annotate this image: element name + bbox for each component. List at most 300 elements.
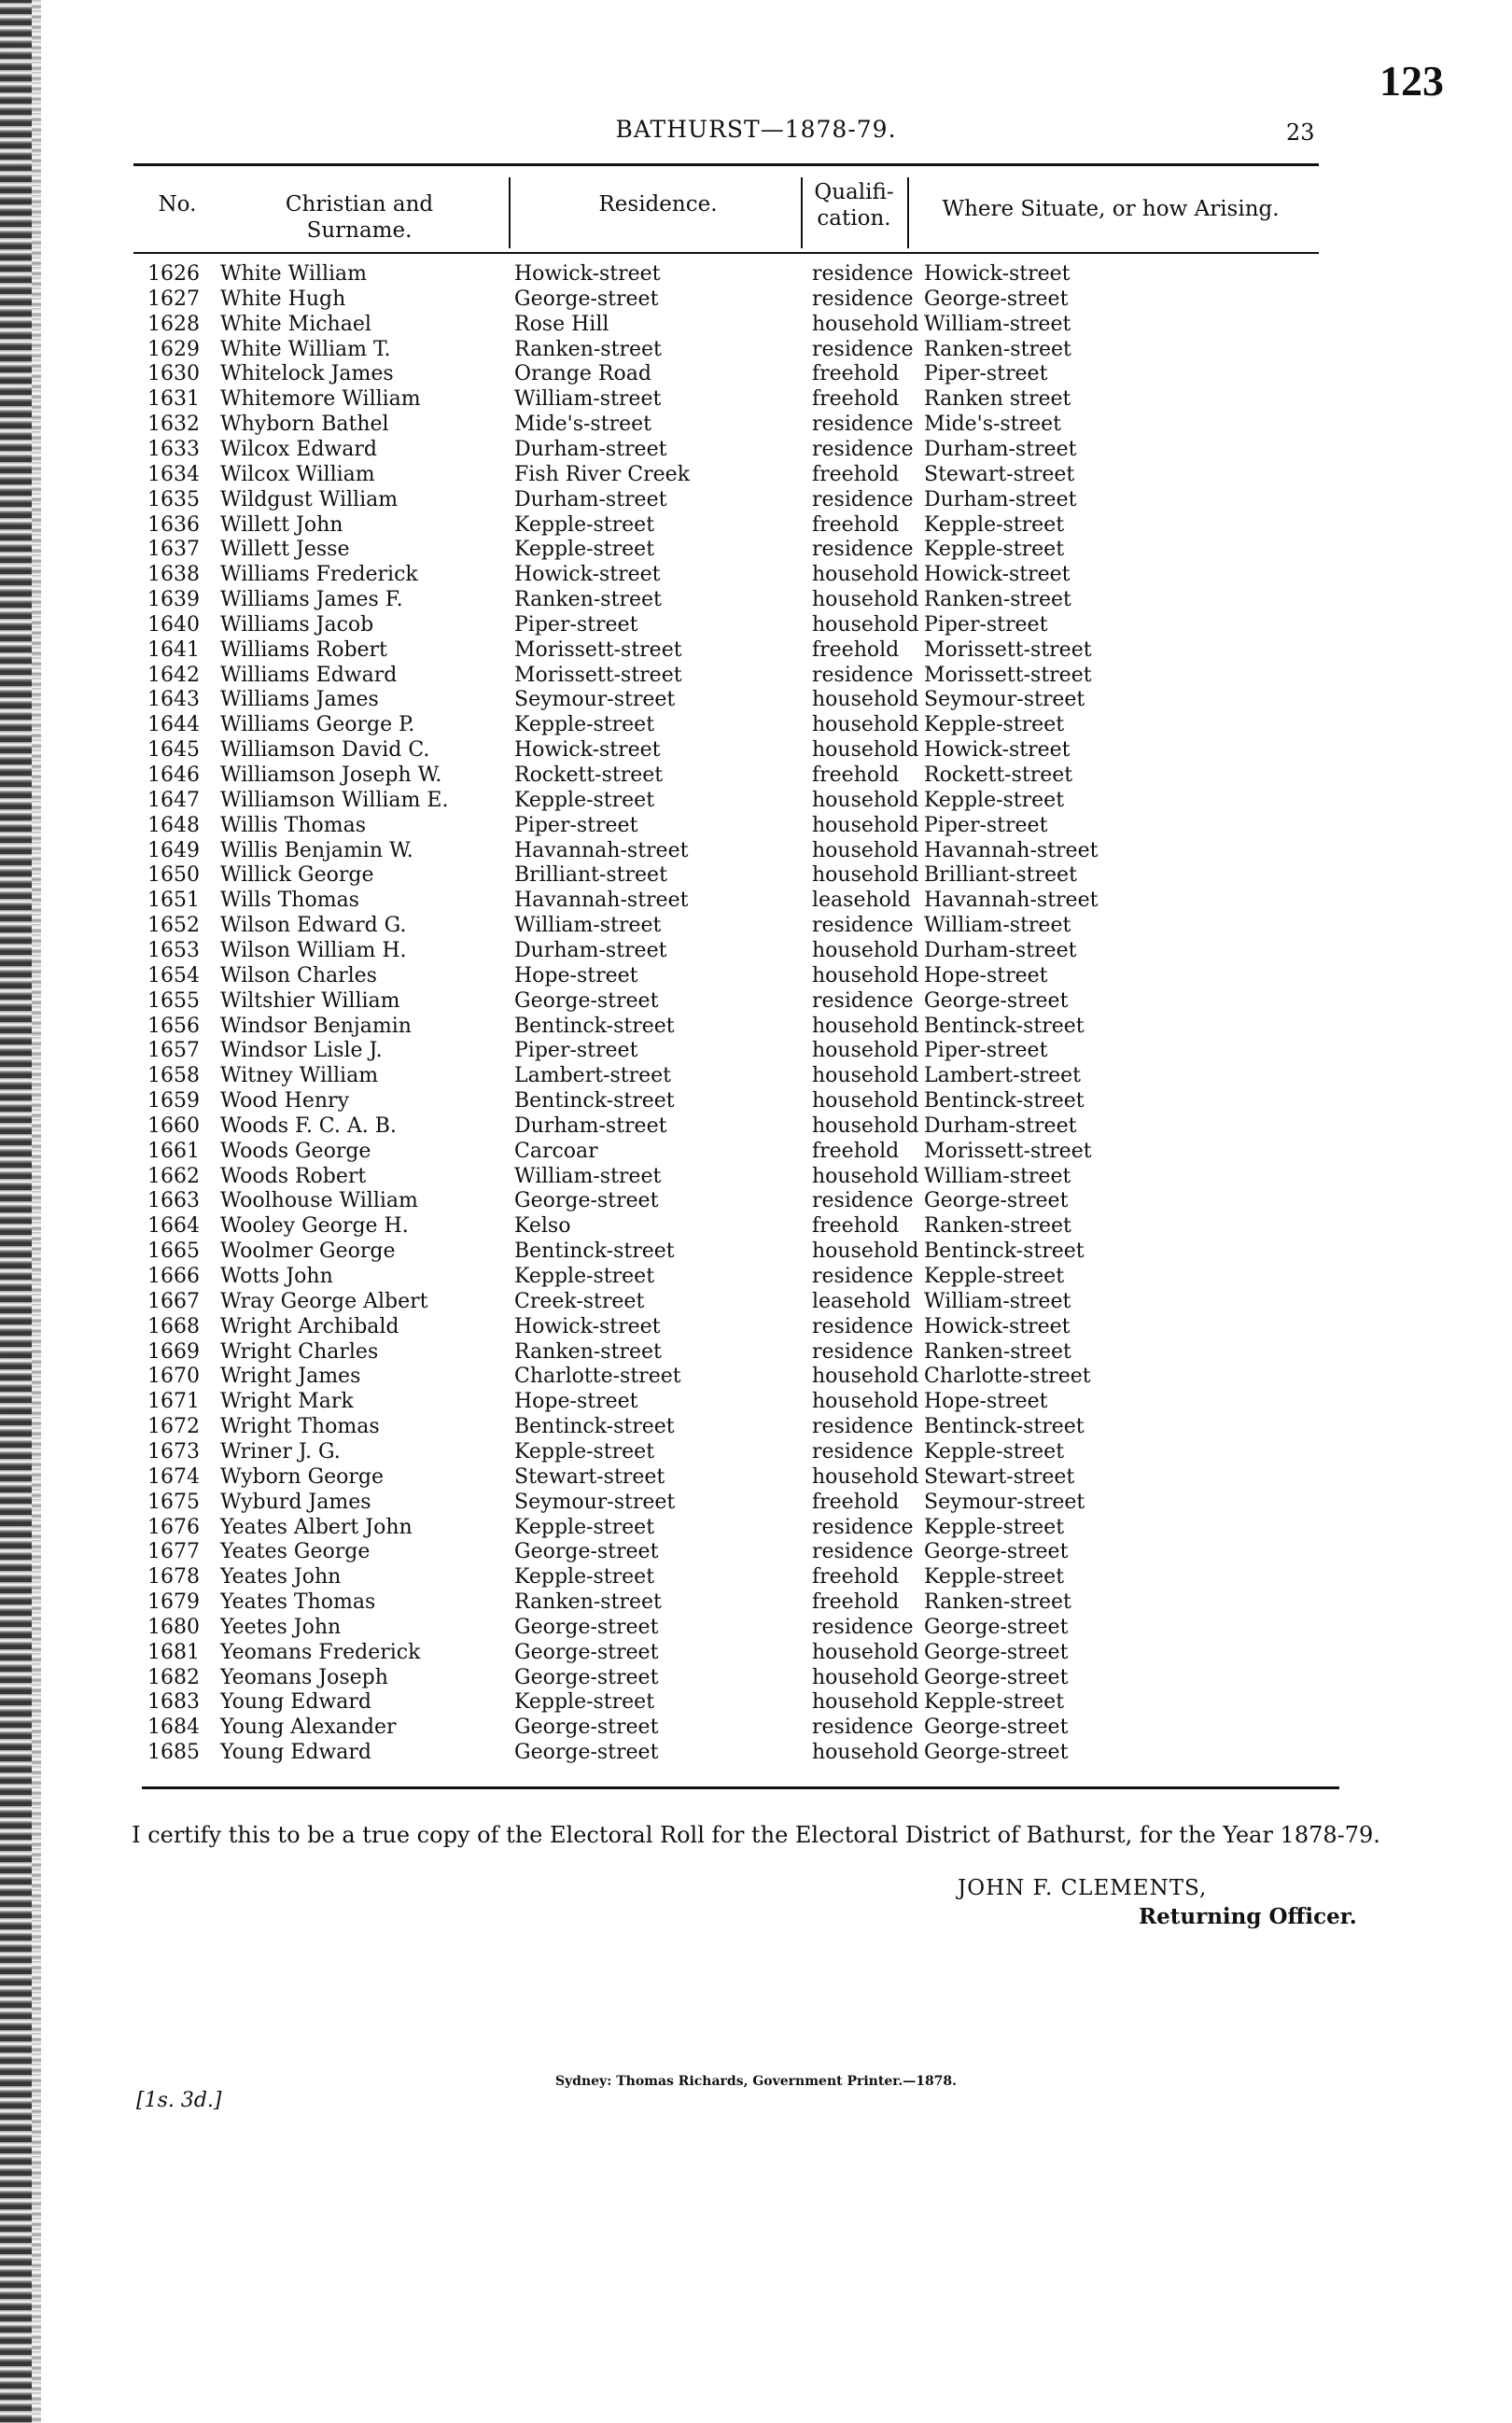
qualification-location: Mide's-street <box>924 413 1061 437</box>
table-row <box>0 1139 1512 1164</box>
elector-name: White William T. <box>220 337 391 361</box>
elector-residence: George-street <box>514 1189 659 1213</box>
elector-name: Yeetes John <box>220 1615 342 1639</box>
row-number: 1658 <box>147 1064 200 1088</box>
table-row <box>0 788 1512 813</box>
row-number: 1682 <box>147 1665 200 1689</box>
row-number: 1654 <box>147 963 200 987</box>
elector-residence: Kepple-street <box>514 1690 655 1715</box>
qualification-location: George-street <box>924 1540 1069 1564</box>
table-row <box>0 712 1512 737</box>
elector-name: Williams George P. <box>220 713 415 737</box>
row-number: 1633 <box>147 437 200 461</box>
elector-residence: Carcoar <box>514 1139 598 1163</box>
elector-name: Wood Henry <box>220 1089 350 1113</box>
qualification-location: George-street <box>924 1741 1069 1765</box>
elector-name: Windsor Lisle J. <box>220 1039 383 1063</box>
row-number: 1655 <box>147 988 200 1013</box>
row-number: 1629 <box>147 337 200 361</box>
qualification-location: Durham-street <box>924 437 1077 461</box>
qualification-location: Piper-street <box>924 612 1048 637</box>
table-row <box>0 1590 1512 1615</box>
elector-residence: Havannah-street <box>514 889 689 913</box>
table-row <box>0 1689 1512 1715</box>
elector-name: Yeates John <box>220 1565 342 1590</box>
elector-name: Woolhouse William <box>220 1189 418 1213</box>
elector-residence: Kepple-street <box>514 788 655 812</box>
row-number: 1651 <box>147 889 200 913</box>
row-number: 1642 <box>147 663 200 687</box>
row-number: 1639 <box>147 588 200 612</box>
elector-qualification: household <box>812 1113 919 1138</box>
qualification-location: Ranken street <box>924 387 1071 412</box>
row-number: 1636 <box>147 512 200 537</box>
qualification-line-2: cation. <box>817 206 891 231</box>
qualification-location: Kepple-street <box>924 1265 1065 1288</box>
elector-name: Woolmer George <box>220 1240 396 1264</box>
elector-qualification: household <box>812 563 919 587</box>
table-row <box>0 813 1512 838</box>
table-row <box>0 687 1512 712</box>
table-row <box>0 412 1512 437</box>
row-number: 1679 <box>147 1590 200 1615</box>
elector-residence: Piper-street <box>514 1039 638 1063</box>
table-row <box>0 487 1512 512</box>
elector-qualification: freehold <box>812 1214 900 1239</box>
qualification-location: Howick-street <box>924 563 1071 587</box>
elector-qualification: residence <box>812 663 914 687</box>
elector-residence: Havannah-street <box>514 838 689 862</box>
table-row <box>0 1414 1512 1439</box>
qualification-location: George-street <box>924 1716 1069 1740</box>
elector-qualification: residence <box>812 1540 914 1564</box>
elector-qualification: residence <box>812 487 914 511</box>
elector-qualification: freehold <box>812 1139 900 1163</box>
elector-name: Yeomans Frederick <box>220 1640 421 1664</box>
elector-name: Yeates George <box>220 1540 371 1564</box>
elector-qualification: residence <box>812 413 914 437</box>
elector-name: Wildgust William <box>220 487 399 511</box>
elector-name: Young Alexander <box>220 1716 397 1740</box>
elector-residence: Ranken-street <box>514 588 662 612</box>
elector-residence: Morissett-street <box>514 663 682 687</box>
qualification-location: Hope-street <box>924 1390 1048 1414</box>
table-row <box>0 637 1512 663</box>
table-row <box>0 1088 1512 1113</box>
qualification-location: Piper-street <box>924 1039 1048 1063</box>
elector-residence: Kepple-street <box>514 1515 655 1539</box>
row-number: 1672 <box>147 1415 200 1439</box>
elector-name: Whitelock James <box>220 362 394 386</box>
qualification-location: Kepple-street <box>924 713 1065 737</box>
row-number: 1663 <box>147 1189 200 1213</box>
qualification-location: William-street <box>924 914 1071 938</box>
row-number: 1640 <box>147 612 200 637</box>
table-row <box>0 1314 1512 1339</box>
row-number: 1632 <box>147 413 200 437</box>
qualification-location: Brilliant-street <box>924 863 1077 888</box>
qualification-location: Durham-street <box>924 487 1077 511</box>
table-row <box>0 1615 1512 1640</box>
table-row <box>0 512 1512 538</box>
row-number: 1647 <box>147 788 200 812</box>
signer-title: Returning Officer. <box>1139 1904 1357 1929</box>
table-row <box>0 1213 1512 1239</box>
qualification-location: Seymour-street <box>924 688 1085 712</box>
row-number: 1666 <box>147 1265 200 1288</box>
elector-qualification: household <box>812 588 919 612</box>
elector-name: Windsor Benjamin <box>220 1014 412 1038</box>
qualification-location: George-street <box>924 1665 1069 1689</box>
elector-qualification: freehold <box>812 1490 900 1514</box>
row-number: 1656 <box>147 1014 200 1038</box>
qualification-location: Howick-street <box>924 262 1071 286</box>
elector-qualification: residence <box>812 437 914 461</box>
qualification-location: Ranken-street <box>924 1590 1071 1615</box>
elector-residence: Bentinck-street <box>514 1415 675 1439</box>
elector-name: Wright Mark <box>220 1390 354 1414</box>
qualification-location: Kepple-street <box>924 538 1065 562</box>
elector-qualification: residence <box>812 337 914 361</box>
elector-qualification: freehold <box>812 1565 900 1590</box>
elector-residence: Howick-street <box>514 262 661 286</box>
table-row <box>0 1113 1512 1139</box>
table-row <box>0 1490 1512 1515</box>
table-row <box>0 437 1512 462</box>
header-bottom-rule <box>133 252 1319 254</box>
row-number: 1662 <box>147 1164 200 1188</box>
row-number: 1635 <box>147 487 200 511</box>
column-divider <box>509 177 511 248</box>
page-title: BATHURST—1878-79. <box>615 116 897 143</box>
table-row <box>0 1389 1512 1414</box>
elector-qualification: leasehold <box>812 889 912 913</box>
table-row <box>0 462 1512 487</box>
row-number: 1634 <box>147 462 200 486</box>
table-row <box>0 1038 1512 1063</box>
elector-name: Wilson Edward G. <box>220 914 407 938</box>
table-row <box>0 763 1512 788</box>
table-row <box>0 337 1512 362</box>
elector-name: Young Edward <box>220 1690 371 1715</box>
elector-qualification: household <box>812 813 919 837</box>
elector-qualification: household <box>812 963 919 987</box>
elector-residence: William-street <box>514 387 662 412</box>
elector-qualification: household <box>812 863 919 888</box>
elector-name: Willis Benjamin W. <box>220 838 413 862</box>
elector-name: Williamson William E. <box>220 788 449 812</box>
elector-residence: Creek-street <box>514 1289 645 1313</box>
table-row <box>0 1063 1512 1088</box>
elector-qualification: household <box>812 612 919 637</box>
elector-residence: Durham-street <box>514 437 667 461</box>
elector-name: Williams Edward <box>220 663 398 687</box>
row-number: 1650 <box>147 863 200 888</box>
qualification-location: Ranken-street <box>924 1339 1071 1364</box>
elector-residence: Kepple-street <box>514 1265 655 1288</box>
qualification-location: William-street <box>924 312 1071 336</box>
elector-residence: George-street <box>514 1640 659 1664</box>
elector-qualification: residence <box>812 1265 914 1288</box>
sub-page-number: 23 <box>1286 119 1315 146</box>
elector-qualification: residence <box>812 262 914 286</box>
elector-qualification: household <box>812 1690 919 1715</box>
elector-qualification: freehold <box>812 763 900 787</box>
qualification-location: George-street <box>924 988 1069 1013</box>
elector-residence: Lambert-street <box>514 1064 672 1088</box>
table-row <box>0 913 1512 938</box>
table-row <box>0 963 1512 988</box>
row-number: 1643 <box>147 688 200 712</box>
elector-name: Wilcox Edward <box>220 437 377 461</box>
table-row <box>0 1364 1512 1389</box>
elector-name: Williams Frederick <box>220 563 418 587</box>
elector-residence: George-street <box>514 287 659 311</box>
page-number: 123 <box>1379 57 1444 105</box>
elector-residence: Kepple-street <box>514 538 655 562</box>
elector-name: Wilson Charles <box>220 963 377 987</box>
elector-residence: Kepple-street <box>514 512 655 537</box>
elector-name: Yeates Albert John <box>220 1515 413 1539</box>
column-header-residence: Residence. <box>598 192 718 217</box>
table-row <box>0 1289 1512 1314</box>
elector-residence: Kepple-street <box>514 1565 655 1590</box>
elector-qualification: household <box>812 788 919 812</box>
table-row <box>0 1188 1512 1213</box>
elector-residence: Mide's-street <box>514 413 651 437</box>
elector-qualification: household <box>812 1064 919 1088</box>
elector-residence: Fish River Creek <box>514 462 691 486</box>
elector-residence: Hope-street <box>514 1390 638 1414</box>
qualification-location: Stewart-street <box>924 1464 1075 1489</box>
table-row <box>0 862 1512 888</box>
row-number: 1646 <box>147 763 200 787</box>
column-header-qualification <box>803 179 905 231</box>
elector-name: Willis Thomas <box>220 813 367 837</box>
elector-qualification: residence <box>812 1189 914 1213</box>
elector-qualification: household <box>812 1741 919 1765</box>
table-row <box>0 537 1512 562</box>
elector-name: Williamson David C. <box>220 738 430 763</box>
elector-qualification: household <box>812 1665 919 1689</box>
row-number: 1626 <box>147 262 200 286</box>
printer-imprint: Sydney: Thomas Richards, Government Printer.—1878. <box>554 2074 958 2089</box>
elector-name: Woods Robert <box>220 1164 367 1188</box>
elector-name: Wray George Albert <box>220 1289 428 1313</box>
row-number: 1660 <box>147 1113 200 1138</box>
row-number: 1648 <box>147 813 200 837</box>
elector-qualification: household <box>812 713 919 737</box>
column-header-where: Where Situate, or how Arising. <box>942 197 1280 221</box>
table-row <box>0 1539 1512 1564</box>
row-number: 1641 <box>147 637 200 662</box>
table-row <box>0 663 1512 688</box>
row-number: 1661 <box>147 1139 200 1163</box>
row-number: 1667 <box>147 1289 200 1313</box>
elector-residence: Charlotte-street <box>514 1365 681 1389</box>
row-number: 1638 <box>147 563 200 587</box>
qualification-location: Stewart-street <box>924 462 1075 486</box>
elector-residence: Stewart-street <box>514 1464 665 1489</box>
table-row <box>0 287 1512 312</box>
qualification-location: Hope-street <box>924 963 1048 987</box>
row-number: 1652 <box>147 914 200 938</box>
qualification-location: Kepple-street <box>924 512 1065 537</box>
table-row <box>0 737 1512 763</box>
qualification-location: Ranken-street <box>924 588 1071 612</box>
row-number: 1628 <box>147 312 200 336</box>
elector-residence: Durham-street <box>514 487 667 511</box>
table-row <box>0 1665 1512 1690</box>
table-row <box>0 1439 1512 1464</box>
elector-qualification: freehold <box>812 1590 900 1615</box>
row-number: 1673 <box>147 1439 200 1464</box>
elector-residence: William-street <box>514 1164 662 1188</box>
row-number: 1669 <box>147 1339 200 1364</box>
qualification-location: William-street <box>924 1289 1071 1313</box>
table-row <box>0 587 1512 612</box>
elector-residence: George-street <box>514 1540 659 1564</box>
column-header-no: No. <box>158 192 197 217</box>
elector-residence: Rose Hill <box>514 312 609 336</box>
elector-qualification: residence <box>812 1314 914 1338</box>
row-number: 1680 <box>147 1615 200 1639</box>
elector-residence: Durham-street <box>514 938 667 962</box>
header-top-rule <box>133 163 1319 166</box>
elector-name: Wright Archibald <box>220 1314 399 1338</box>
elector-name: Whitemore William <box>220 387 421 412</box>
elector-name: Witney William <box>220 1064 379 1088</box>
elector-qualification: freehold <box>812 637 900 662</box>
elector-residence: Bentinck-street <box>514 1014 675 1038</box>
qualification-location: Piper-street <box>924 813 1048 837</box>
qualification-location: George-street <box>924 1640 1069 1664</box>
elector-qualification: household <box>812 738 919 763</box>
qualification-location: Ranken-street <box>924 1214 1071 1239</box>
row-number: 1675 <box>147 1490 200 1514</box>
elector-residence: Seymour-street <box>514 688 676 712</box>
row-number: 1644 <box>147 713 200 737</box>
qualification-location: Morissett-street <box>924 1139 1092 1163</box>
elector-residence: Piper-street <box>514 813 638 837</box>
elector-qualification: residence <box>812 914 914 938</box>
elector-qualification: residence <box>812 1615 914 1639</box>
elector-qualification: household <box>812 1390 919 1414</box>
qualification-location: Kepple-street <box>924 1690 1065 1715</box>
row-number: 1649 <box>147 838 200 862</box>
elector-residence: Morissett-street <box>514 637 682 662</box>
qualification-location: Piper-street <box>924 362 1048 386</box>
elector-residence: Kelso <box>514 1214 571 1239</box>
qualification-location: Ranken-street <box>924 337 1071 361</box>
elector-name: Williams James <box>220 688 379 712</box>
elector-qualification: household <box>812 1240 919 1264</box>
qualification-location: Bentinck-street <box>924 1240 1085 1264</box>
elector-qualification: residence <box>812 1439 914 1464</box>
elector-qualification: household <box>812 312 919 336</box>
qualification-location: Kepple-street <box>924 1439 1065 1464</box>
elector-name: Wiltshier William <box>220 988 400 1013</box>
table-row <box>0 1515 1512 1540</box>
qualification-location: Havannah-street <box>924 889 1099 913</box>
table-row <box>0 938 1512 963</box>
row-number: 1659 <box>147 1089 200 1113</box>
elector-name: Wright James <box>220 1365 361 1389</box>
table-row <box>0 1164 1512 1189</box>
row-number: 1668 <box>147 1314 200 1338</box>
elector-residence: Ranken-street <box>514 1339 662 1364</box>
elector-qualification: household <box>812 1464 919 1489</box>
table-row <box>0 988 1512 1014</box>
elector-name: Wills Thomas <box>220 889 359 913</box>
qualification-location: Howick-street <box>924 1314 1071 1338</box>
elector-qualification: freehold <box>812 512 900 537</box>
elector-name: Williamson Joseph W. <box>220 763 442 787</box>
table-row <box>0 1564 1512 1590</box>
elector-name: Wilson William H. <box>220 938 407 962</box>
table-row <box>0 361 1512 386</box>
elector-qualification: residence <box>812 287 914 311</box>
elector-residence: Brilliant-street <box>514 863 667 888</box>
elector-name: Woods George <box>220 1139 371 1163</box>
qualification-location: Bentinck-street <box>924 1089 1085 1113</box>
qualification-location: Durham-street <box>924 938 1077 962</box>
elector-name: Woods F. C. A. B. <box>220 1113 397 1138</box>
qualification-location: Durham-street <box>924 1113 1077 1138</box>
table-row <box>0 1740 1512 1765</box>
qualification-location: Bentinck-street <box>924 1415 1085 1439</box>
table-row <box>0 1715 1512 1740</box>
table-row <box>0 261 1512 287</box>
row-number: 1678 <box>147 1565 200 1590</box>
elector-residence: Durham-street <box>514 1113 667 1138</box>
qualification-location: Rockett-street <box>924 763 1073 787</box>
qualification-location: George-street <box>924 287 1069 311</box>
qualification-line-1: Qualifi- <box>814 180 894 204</box>
elector-name: Willett John <box>220 512 343 537</box>
elector-name: Williams James F. <box>220 588 403 612</box>
elector-qualification: household <box>812 938 919 962</box>
row-number: 1685 <box>147 1741 200 1765</box>
qualification-location: Kepple-street <box>924 788 1065 812</box>
elector-qualification: residence <box>812 1716 914 1740</box>
table-row <box>0 1464 1512 1490</box>
elector-residence: Howick-street <box>514 563 661 587</box>
table-row <box>0 1640 1512 1665</box>
elector-qualification: household <box>812 1039 919 1063</box>
elector-name: Wyborn George <box>220 1464 385 1489</box>
elector-name: Wright Charles <box>220 1339 379 1364</box>
elector-qualification: freehold <box>812 387 900 412</box>
elector-name: Wooley George H. <box>220 1214 409 1239</box>
elector-name: Willick George <box>220 863 374 888</box>
qualification-location: Howick-street <box>924 738 1071 763</box>
elector-residence: Bentinck-street <box>514 1089 675 1113</box>
qualification-location: Havannah-street <box>924 838 1099 862</box>
table-bottom-rule <box>142 1786 1339 1789</box>
table-row <box>0 888 1512 913</box>
elector-qualification: freehold <box>812 362 900 386</box>
row-number: 1674 <box>147 1464 200 1489</box>
row-number: 1631 <box>147 387 200 412</box>
elector-name: Wright Thomas <box>220 1415 380 1439</box>
elector-residence: George-street <box>514 988 659 1013</box>
elector-qualification: household <box>812 1014 919 1038</box>
elector-name: Wriner J. G. <box>220 1439 341 1464</box>
elector-qualification: residence <box>812 1515 914 1539</box>
elector-qualification: household <box>812 1089 919 1113</box>
row-number: 1645 <box>147 738 200 763</box>
